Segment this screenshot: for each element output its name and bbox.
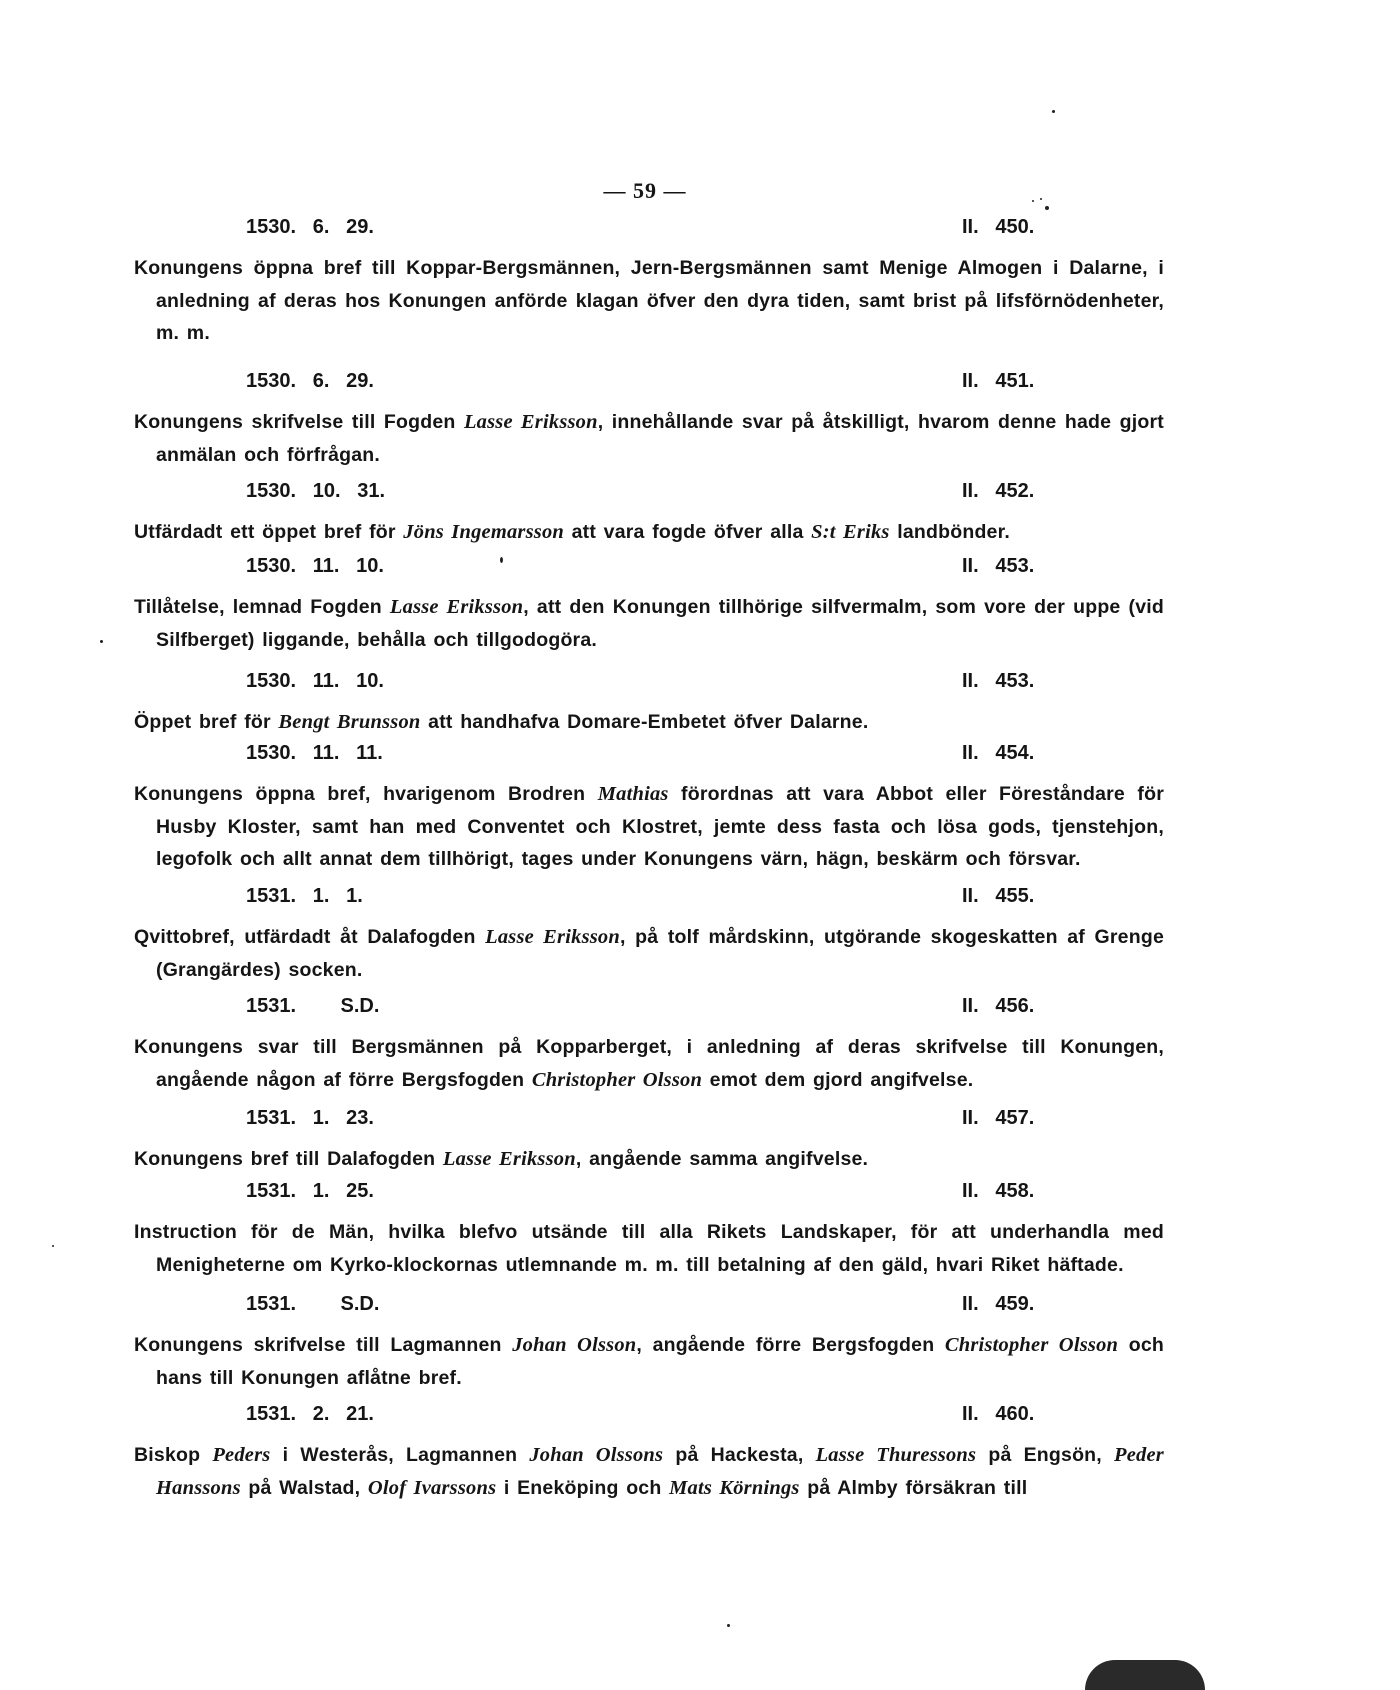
catalog-entry — [134, 995, 1164, 1096]
person-name: Olof Ivarssons — [367, 1476, 497, 1499]
entry-reference: II. 460. — [962, 1403, 1035, 1425]
scan-speck — [727, 1624, 730, 1627]
entry-text-segment: i Eneköping och — [496, 1476, 670, 1499]
person-name: Lasse Eriksson — [463, 411, 598, 433]
entry-text-segment: , att den Konungen tillhörige silfvermalm, som vore der uppe (vid Silfberget) liggande, behålla och tillgodogöra. — [156, 596, 1164, 651]
person-name: Jöns Ingemarsson — [403, 521, 565, 543]
entry-text-segment: Konungens öppna bref, hvarigenom Brodren — [134, 783, 598, 805]
entry-text — [134, 252, 1164, 350]
entry-date: 1531. 2. 21. — [246, 1403, 374, 1425]
entry-text-segment: att handhafva Domare-Embetet öfver Dalarne. — [420, 711, 869, 733]
entry-text-segment: och hans till Konungen aflåtne bref. — [156, 1334, 1164, 1389]
entry-text — [134, 591, 1164, 656]
entry-heading — [134, 995, 1164, 1025]
entry-text — [134, 1031, 1164, 1096]
entry-heading — [134, 670, 1164, 700]
entry-text — [134, 921, 1164, 986]
entry-text-segment: landbönder. — [889, 521, 1010, 543]
entry-text-segment: Biskop — [134, 1444, 213, 1466]
entry-heading — [134, 885, 1164, 915]
entry-reference: II. 459. — [962, 1293, 1035, 1315]
page-number: — 59 — — [603, 178, 687, 203]
entry-text-segment: , angående samma angifvelse. — [575, 1148, 869, 1170]
entry-date: 1531. S.D. — [246, 995, 380, 1017]
entry-text-segment: Konungens skrifvelse till Fogden — [134, 411, 464, 433]
person-name: Johan Olssons — [529, 1444, 664, 1466]
entry-reference: II. 452. — [962, 480, 1035, 502]
person-name: Lasse Eriksson — [442, 1148, 576, 1170]
scan-speck — [100, 640, 103, 643]
entry-text-segment: , på tolf mårdskinn, utgörande skogeskatten af Grenge (Grangärdes) socken. — [156, 926, 1164, 981]
entry-text — [134, 778, 1164, 876]
entry-reference: II. 455. — [962, 885, 1035, 907]
person-name: Peder Hanssons — [156, 1444, 1164, 1499]
entry-text — [134, 516, 1164, 549]
person-name: Lasse Thuressons — [815, 1444, 977, 1466]
entry-text-segment: Konungens skrifvelse till Lagmannen — [134, 1334, 513, 1356]
entry-text-segment: Öppet bref för — [134, 711, 279, 733]
entry-reference: II. 456. — [962, 995, 1035, 1017]
entry-text-segment: Tillåtelse, lemnad Fogden — [134, 596, 390, 618]
scan-blot — [1085, 1660, 1205, 1690]
entry-date: 1531. 1. 23. — [246, 1107, 374, 1129]
entry-date: 1531. 1. 1. — [246, 885, 363, 907]
entry-date: 1530. 11. 10. — [246, 670, 384, 692]
entry-text-segment: Konungens öppna bref till Koppar-Bergsmännen, Jern-Bergsmännen samt Menige Almogen i Dalarne, i anledning af deras hos Konungen anförde klagan öfver den dyra tiden, samt brist på lifsförnödenheter, m. m. — [134, 257, 1164, 344]
entry-date: 1530. 6. 29. — [246, 370, 374, 392]
person-name: Christopher Olsson — [531, 1068, 703, 1091]
entry-text-segment: Instruction för de Män, hvilka blefvo utsände till alla Rikets Landskaper, för att underhandla med Menigheterne om Kyrko-klockornas utlemnande m. m. till betalning af den gäld, hvari Riket häftade. — [134, 1221, 1164, 1276]
entry-heading — [134, 1403, 1164, 1433]
entry-reference: II. 453. — [962, 555, 1035, 577]
catalog-entry — [134, 742, 1164, 876]
entry-date: 1530. 11. 11. — [246, 742, 383, 764]
entry-heading — [134, 480, 1164, 510]
entry-text — [134, 406, 1164, 471]
entry-heading — [134, 1293, 1164, 1323]
entry-text-segment: emot dem gjord angifvelse. — [702, 1068, 974, 1091]
person-name: Lasse Eriksson — [389, 596, 524, 618]
entry-reference: II. 457. — [962, 1107, 1035, 1129]
entry-date: 1531. 1. 25. — [246, 1180, 374, 1202]
entry-text — [134, 706, 1164, 739]
catalog-entry — [134, 1293, 1164, 1394]
entry-heading — [134, 555, 1164, 585]
entry-reference: II. 451. — [962, 370, 1035, 392]
entry-date: 1531. S.D. — [246, 1293, 380, 1315]
scan-speck — [52, 1245, 54, 1247]
entry-heading — [134, 1107, 1164, 1137]
person-name: Peders — [212, 1444, 271, 1466]
person-name: Bengt Brunsson — [278, 711, 421, 733]
entry-heading — [134, 1180, 1164, 1210]
entry-text-segment: Konungens svar till Bergsmännen på Kopparberget, i anledning af deras skrifvelse till Konungen, angående någon af förre Bergsfogden — [134, 1036, 1164, 1091]
catalog-entry — [134, 555, 1164, 656]
entry-text-segment: , angående förre Bergsfogden — [636, 1334, 945, 1356]
entry-text-segment: Qvittobref, utfärdadt åt Dalafogden — [134, 926, 486, 948]
entry-text — [134, 1439, 1164, 1504]
person-name: S:t Eriks — [811, 521, 890, 543]
catalog-entry — [134, 885, 1164, 986]
catalog-entry — [134, 370, 1164, 471]
entry-text — [134, 1216, 1164, 1281]
entry-reference: II. 453. — [962, 670, 1035, 692]
entry-reference: II. 458. — [962, 1180, 1035, 1202]
scan-speck — [1032, 200, 1034, 202]
entry-text — [134, 1143, 1164, 1176]
entry-text-segment: Konungens bref till Dalafogden — [134, 1148, 443, 1170]
entry-text-segment: förordnas att vara Abbot eller Föreståndare för Husby Kloster, samt han med Conventet och Klostret, jemte dess fasta och lösa gods, tjenstehjon, legofolk och allt annat dem tillhörigt, tages under Konungens värn, hägn, beskärm och försvar. — [156, 783, 1165, 870]
catalog-entry — [134, 216, 1164, 350]
entry-text-segment: på Almby försäkran till — [799, 1476, 1028, 1499]
entry-reference: II. 454. — [962, 742, 1035, 764]
scan-speck — [500, 557, 503, 563]
scan-speck — [1040, 198, 1042, 200]
catalog-entry — [134, 1107, 1164, 1176]
catalog-entry — [134, 670, 1164, 739]
entry-text — [134, 1329, 1164, 1394]
entry-text-segment: , innehållande svar på åtskilligt, hvarom denne hade gjort anmälan och förfrågan. — [156, 411, 1164, 466]
entry-date: 1530. 10. 31. — [246, 480, 385, 502]
entry-text-segment: att vara fogde öfver alla — [564, 521, 812, 543]
person-name: Lasse Eriksson — [485, 926, 620, 948]
catalog-entry — [134, 480, 1164, 549]
person-name: Johan Olsson — [512, 1334, 637, 1356]
entry-heading — [134, 216, 1164, 246]
entry-text-segment: Utfärdadt ett öppet bref för — [134, 521, 404, 543]
entry-heading — [134, 742, 1164, 772]
scan-speck — [1052, 110, 1055, 113]
entry-reference: II. 450. — [962, 216, 1035, 238]
person-name: Christopher Olsson — [944, 1334, 1119, 1356]
scan-speck — [1045, 206, 1049, 210]
person-name: Mats Körnings — [669, 1476, 800, 1499]
person-name: Mathias — [597, 783, 669, 805]
entry-text-segment: på Engsön, — [976, 1444, 1115, 1466]
catalog-entry — [134, 1180, 1164, 1281]
entry-heading — [134, 370, 1164, 400]
entry-date: 1530. 11. 10. — [246, 555, 384, 577]
entry-text-segment: på Hackesta, — [663, 1444, 816, 1466]
catalog-entry — [134, 1403, 1164, 1504]
entry-date: 1530. 6. 29. — [246, 216, 374, 238]
entry-text-segment: i Westerås, Lagmannen — [270, 1444, 530, 1466]
entry-text-segment: på Walstad, — [240, 1476, 368, 1499]
